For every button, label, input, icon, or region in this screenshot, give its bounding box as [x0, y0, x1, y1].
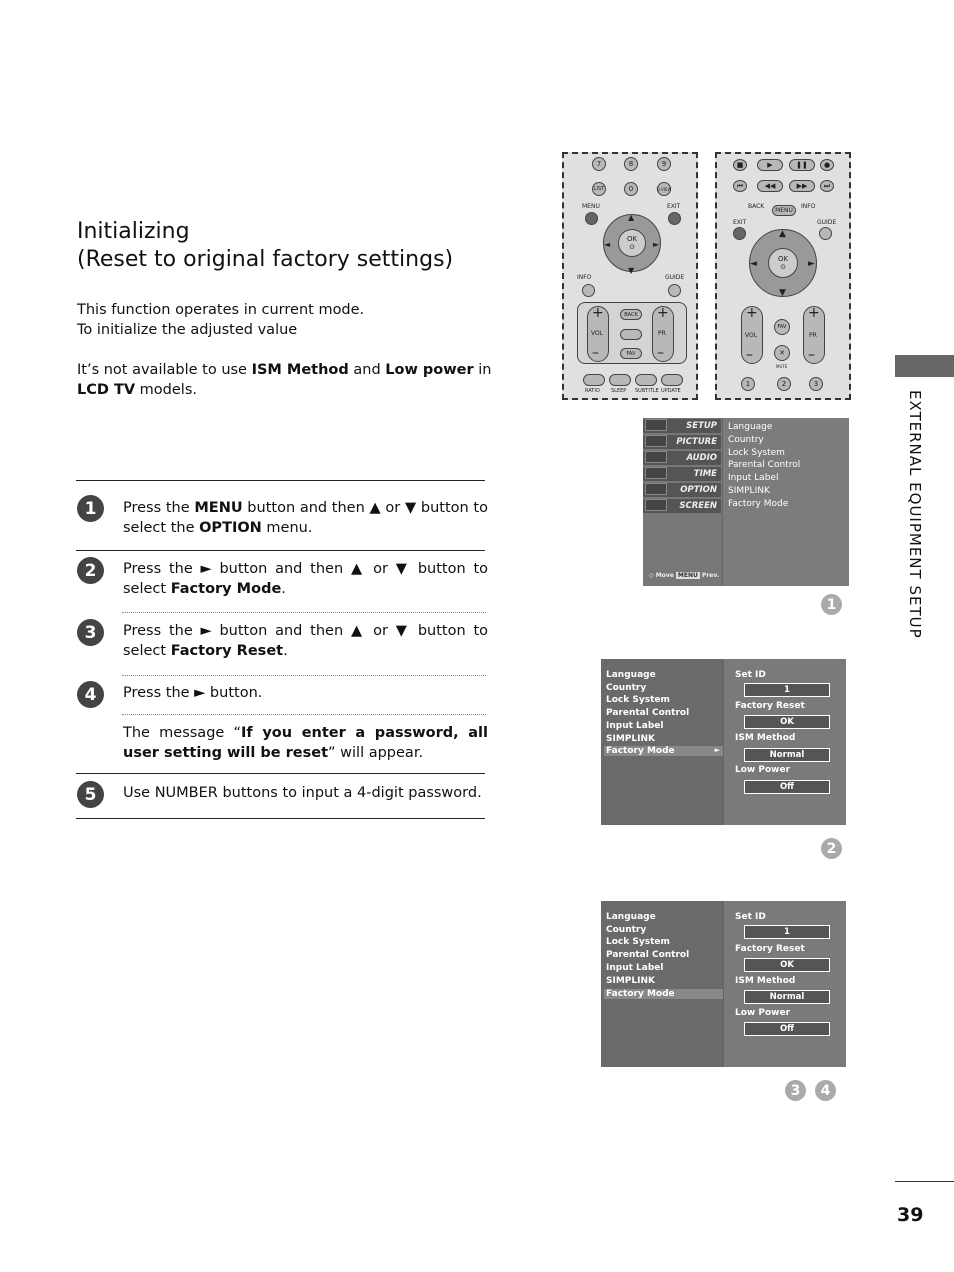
list-item: Lock System	[606, 695, 670, 705]
divider	[76, 550, 485, 551]
right-arrow-icon: ►	[653, 240, 660, 249]
step-badge: 4	[815, 1080, 836, 1101]
menu-footer: ◇ Move MENU Prev.	[649, 572, 720, 579]
skip-forward-icon: ⏭	[820, 180, 834, 192]
page-number: 39	[897, 1204, 924, 1226]
divider	[76, 818, 485, 819]
tab-screen: SCREEN	[643, 499, 721, 513]
list-item: SIMPLINK	[606, 734, 655, 744]
plus-icon: +	[746, 305, 758, 321]
factory-reset-screen	[601, 901, 846, 1067]
update-label: UPDATE	[661, 388, 681, 394]
exit-button	[733, 227, 746, 240]
step-number: 1	[77, 495, 104, 522]
list-item: Parental Control	[606, 950, 690, 960]
step-number: 2	[77, 557, 104, 584]
remote-control-illustration	[562, 152, 698, 400]
step-number: 5	[77, 781, 104, 808]
sleep-button	[609, 374, 631, 386]
mute-icon: ✕	[774, 345, 790, 361]
tab-setup: SETUP	[643, 419, 721, 433]
setting-label: Low Power	[735, 1008, 791, 1018]
up-arrow-icon: ▲	[628, 213, 635, 222]
digit-8-button: 8	[624, 157, 638, 171]
ok-button: OK ⊙	[618, 229, 646, 257]
back-button: BACK	[620, 309, 642, 320]
step-badge: 2	[821, 838, 842, 859]
guide-label: GUIDE	[817, 219, 837, 226]
menu-button: MENU	[772, 205, 796, 216]
list-item: Input Label	[728, 473, 779, 483]
vol-label: VOL	[591, 330, 604, 337]
plus-icon: +	[808, 305, 820, 321]
step-2-text: Press the ► button and then ▲ or ▼ button to select Factory Mode.	[123, 561, 488, 597]
minus-icon: –	[657, 345, 664, 361]
subtitle-button	[635, 374, 657, 386]
setting-label: ISM Method	[735, 976, 796, 986]
section-tab	[895, 355, 954, 377]
list-button: LIST	[592, 182, 606, 196]
ratio-button	[583, 374, 605, 386]
tab-time: TIME	[643, 467, 721, 481]
step-badge: 3	[785, 1080, 806, 1101]
list-item: Input Label	[606, 963, 664, 973]
setting-value: Normal	[744, 748, 830, 762]
list-item: SIMPLINK	[606, 976, 655, 986]
section-label: EXTERNAL EQUIPMENT SETUP	[906, 390, 924, 639]
remote-control-illustration	[715, 152, 851, 400]
tab-audio: AUDIO	[643, 451, 721, 465]
mid-button	[620, 329, 642, 340]
digit-7-button: 7	[592, 157, 606, 171]
list-item: Input Label	[606, 721, 664, 731]
setting-value: OK	[744, 715, 830, 729]
guide-button	[819, 227, 832, 240]
info-label: INFO	[801, 203, 816, 210]
down-arrow-icon: ▼	[628, 266, 635, 275]
list-item: Parental Control	[728, 460, 801, 470]
list-item-selected: Factory Mode ►	[604, 746, 723, 756]
factory-mode-screen	[601, 659, 846, 825]
list-item: Country	[606, 925, 647, 935]
down-arrow-icon: ▼	[779, 288, 786, 298]
intro-text: This function operates in current mode. To initialize the adjusted value It’s not available to use ISM Method and Low power in LCD TV models.	[77, 302, 492, 398]
list-item: Language	[606, 670, 656, 680]
list-item: Lock System	[606, 937, 670, 947]
setting-label: ISM Method	[735, 733, 796, 743]
divider	[76, 480, 485, 481]
list-item: Language	[728, 422, 773, 432]
setting-label: Low Power	[735, 765, 791, 775]
menu-button	[585, 212, 598, 225]
exit-label: EXIT	[667, 203, 681, 210]
footer-rule	[895, 1181, 954, 1182]
rewind-icon: ◀◀	[757, 180, 783, 192]
step-badge: 1	[821, 594, 842, 615]
exit-label: EXIT	[733, 219, 747, 226]
setting-value: Normal	[744, 990, 830, 1004]
setting-label: Set ID	[735, 912, 766, 922]
digit-2-button: 2	[777, 377, 791, 391]
minus-icon: –	[746, 347, 753, 363]
digit-0-button: 0	[624, 182, 638, 196]
pr-label: PR	[658, 330, 666, 337]
subtitle-label: SUBTITLE	[635, 388, 659, 394]
step-number: 3	[77, 619, 104, 646]
setting-value: 1	[744, 683, 830, 697]
option-menu-screen	[643, 418, 849, 586]
left-arrow-icon: ◄	[750, 259, 757, 269]
ratio-label: RATIO	[585, 388, 600, 394]
list-item: SIMPLINK	[728, 486, 770, 496]
page-title: Initializing (Reset to original factory settings)	[77, 219, 454, 272]
list-item: Factory Mode	[728, 499, 789, 509]
setting-value: Off	[744, 1022, 830, 1036]
minus-icon: –	[808, 347, 815, 363]
vol-label: VOL	[745, 332, 758, 339]
exit-button	[668, 212, 681, 225]
list-item: Country	[728, 435, 764, 445]
step-1-text: Press the MENU button and then ▲ or ▼ button to select the OPTION menu.	[123, 500, 488, 536]
update-button	[661, 374, 683, 386]
fav-button: FAV	[620, 348, 642, 359]
step-4-message: The message “If you enter a password, all user setting will be reset” will appear.	[123, 725, 488, 761]
minus-icon: –	[592, 345, 599, 361]
step-4-text: Press the ► button.	[123, 685, 263, 701]
sleep-label: SLEEP	[611, 388, 627, 394]
guide-button	[668, 284, 681, 297]
list-item: Lock System	[728, 448, 785, 458]
divider	[76, 773, 485, 774]
pr-label: PR	[809, 332, 817, 339]
plus-icon: +	[592, 305, 604, 321]
tab-option: OPTION	[643, 483, 721, 497]
record-icon: ●	[820, 159, 834, 171]
plus-icon: +	[657, 305, 669, 321]
list-item: Language	[606, 912, 656, 922]
fast-forward-icon: ▶▶	[789, 180, 815, 192]
list-item: Country	[606, 683, 647, 693]
divider	[122, 675, 486, 676]
mute-label: MUTE	[776, 364, 788, 369]
setting-label: Set ID	[735, 670, 766, 680]
list-item: Parental Control	[606, 708, 690, 718]
step-3-text: Press the ► button and then ▲ or ▼ button to select Factory Reset.	[123, 623, 488, 659]
guide-label: GUIDE	[665, 274, 685, 281]
play-icon: ▶	[757, 159, 783, 171]
setting-value: OK	[744, 958, 830, 972]
skip-back-icon: ⏮	[733, 180, 747, 192]
divider	[122, 714, 486, 715]
step-number: 4	[77, 681, 104, 708]
list-item-selected: Factory Mode	[604, 989, 723, 999]
digit-9-button: 9	[657, 157, 671, 171]
step-5-text: Use NUMBER buttons to input a 4-digit password.	[123, 785, 482, 801]
stop-icon: ■	[733, 159, 747, 171]
tab-picture: PICTURE	[643, 435, 721, 449]
setting-value: Off	[744, 780, 830, 794]
setting-value: 1	[744, 925, 830, 939]
left-arrow-icon: ◄	[604, 240, 611, 249]
back-label: BACK	[748, 203, 765, 210]
up-arrow-icon: ▲	[779, 229, 786, 239]
info-button	[582, 284, 595, 297]
right-arrow-icon: ►	[808, 259, 815, 269]
setting-label: Factory Reset	[735, 944, 805, 954]
info-label: INFO	[577, 274, 592, 281]
fav-button: FAV	[774, 319, 790, 335]
ok-button: OK ⊙	[768, 248, 798, 278]
pause-icon: ❚❚	[789, 159, 815, 171]
setting-label: Factory Reset	[735, 701, 805, 711]
digit-3-button: 3	[809, 377, 823, 391]
qview-button: Q.VIEW	[657, 182, 671, 196]
digit-1-button: 1	[741, 377, 755, 391]
divider	[122, 612, 486, 613]
menu-label: MENU	[582, 203, 600, 210]
